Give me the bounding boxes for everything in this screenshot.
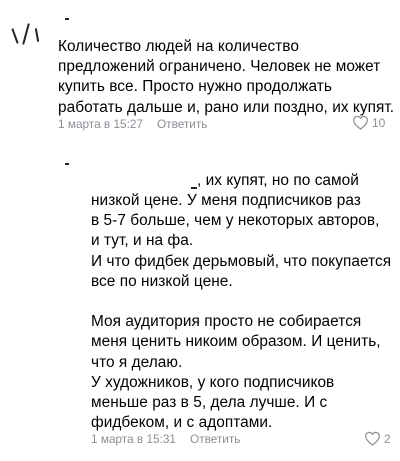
reply-button[interactable]: Ответить [157,117,208,131]
reply-button[interactable]: Ответить [190,432,241,446]
avatar[interactable] [6,14,50,58]
comment-lead-text: , их купят, но по самой [197,172,359,189]
heart-outline-icon [352,115,369,130]
like-button[interactable] [364,431,391,446]
like-button[interactable] [352,115,385,130]
comment-timestamp[interactable]: 1 марта в 15:31 [91,432,176,446]
comment-timestamp[interactable]: 1 марта в 15:27 [58,117,143,131]
like-count: 2 [384,431,391,446]
comment-meta [58,117,207,131]
redaction-mark [65,18,69,20]
comment-text: Количество людей на количество предложений ограничено. Человек не может купить все. Просто нужно продолжать работать дальше и, рано или поздно, их купят. [58,38,395,116]
comment-item [0,0,400,150]
comment-text: низкой цене. У меня подписчиков раз в 5-7 больше, чем у некоторых авторов, и тут, и на фа. И что фидбек дерьмовый, что покупается все по низкой цене. Моя аудитория просто не собирается меня ценить никоим образом. И ценить, что я делаю. У художников, у кого подписчиков меньше раз в 5, дела лучше. И с фидбеком, и с адоптами. [91,192,392,432]
comment-meta [91,432,240,446]
comment-item [0,150,400,461]
like-count: 10 [372,115,386,130]
heart-outline-icon [364,431,381,446]
redaction-mark [65,163,69,165]
